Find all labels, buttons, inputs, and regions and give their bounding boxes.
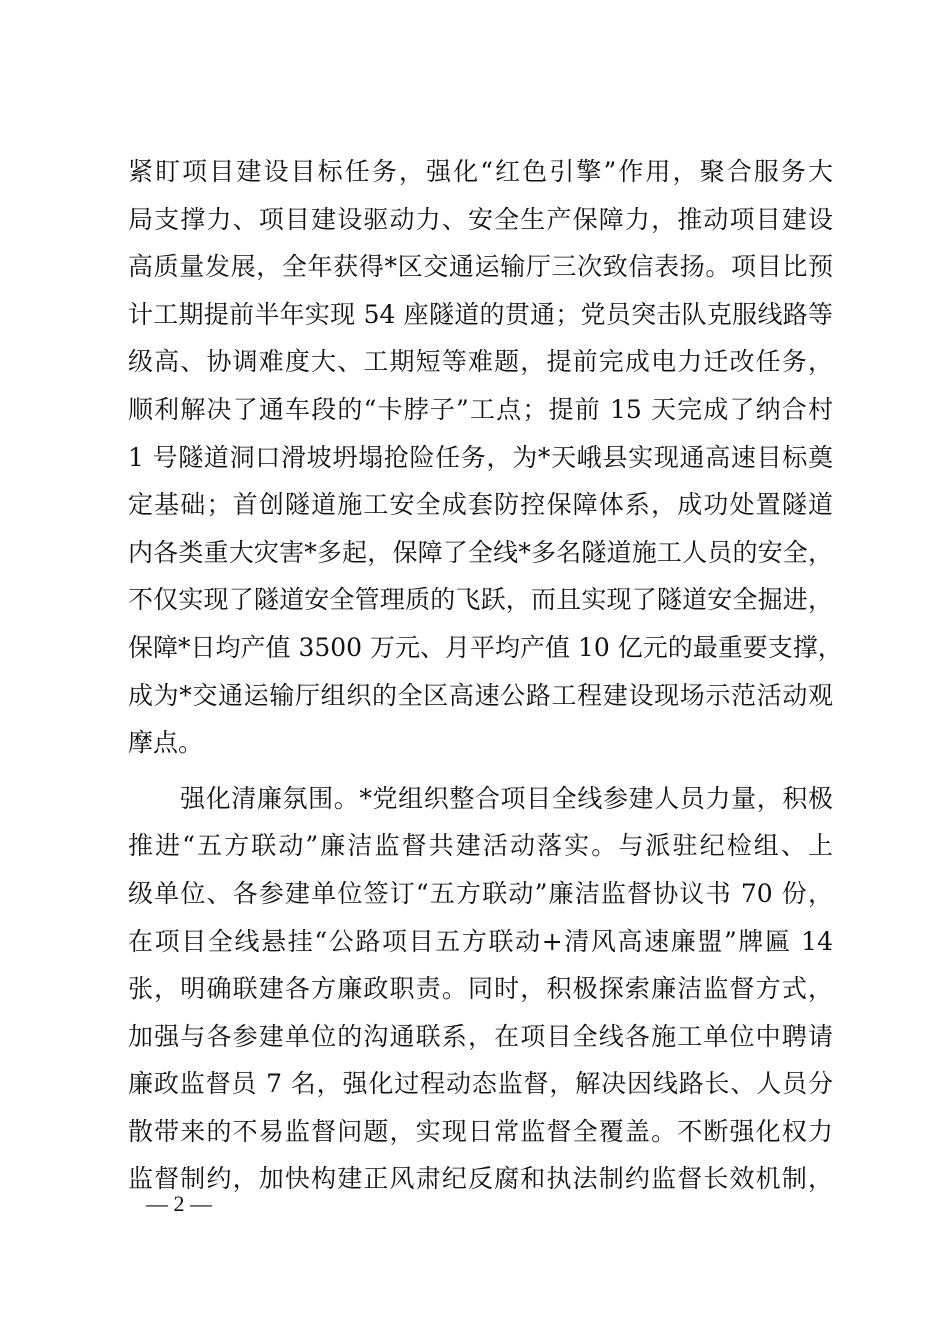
text-line: 不仅实现了隧道安全管理质的飞跃，而且实现了隧道安全掘进，: [128, 585, 833, 615]
text-line: 级单位、各参建单位签订“五方联动”廉洁监督协议书 70 份，: [128, 878, 833, 908]
text-line: 加强与各参建单位的沟通联系，在项目全线各施工单位中聘请: [128, 1021, 833, 1051]
text-line: 廉政监督员 7 名，强化过程动态监督，解决因线路长、人员分: [128, 1069, 833, 1099]
text-line: 监督制约，加快构建正风肃纪反腐和执法制约监督长效机制，: [128, 1164, 833, 1194]
text-line: 顺利解决了通车段的“卡脖子”工点；提前 15 天完成了纳合村: [128, 394, 833, 424]
text-line: 高质量发展，全年获得*区交通运输厅三次致信表扬。项目比预: [128, 252, 833, 282]
text-line: 内各类重大灾害*多起，保障了全线*多名隧道施工人员的安全，: [128, 537, 833, 567]
text-line: 张，明确联建各方廉政职责。同时，积极探索廉洁监督方式，: [128, 974, 833, 1004]
text-line: 推进“五方联动”廉洁监督共建活动落实。与派驻纪检组、上: [128, 831, 833, 861]
text-line: 定基础；首创隧道施工安全成套防控保障体系，成功处置隧道: [128, 490, 833, 520]
text-line: 计工期提前半年实现 54 座隧道的贯通；党员突击队克服线路等: [128, 299, 833, 329]
paragraph-clean-atmosphere: [128, 775, 833, 1203]
text-line: 级高、协调难度大、工期短等难题，提前完成电力迁改任务，: [128, 347, 833, 377]
text-line: 1 号隧道洞口滑坡坍塌抢险任务，为*天峨县实现通高速目标奠: [128, 442, 833, 472]
paragraph-spacer: [128, 767, 833, 775]
text-line: 散带来的不易监督问题，实现日常监督全覆盖。不断强化权力: [128, 1116, 833, 1146]
document-body: [128, 148, 843, 1203]
text-line: 强化清廉氛围。*党组织整合项目全线参建人员力量，积极: [180, 783, 833, 813]
text-line: 局支撑力、项目建设驱动力、安全生产保障力，推动项目建设: [128, 204, 833, 234]
text-line: 摩点。: [128, 728, 204, 758]
text-line: 成为*交通运输厅组织的全区高速公路工程建设现场示范活动观: [128, 680, 833, 710]
text-line: 保障*日均产值 3500 万元、月平均产值 10 亿元的最重要支撑，: [128, 632, 843, 662]
page-number: — 2 —: [146, 1191, 212, 1216]
paragraph-project-construction: [128, 148, 843, 767]
text-line: 在项目全线悬挂“公路项目五方联动+清风高速廉盟”牌匾 14: [128, 926, 833, 956]
text-line: 紧盯项目建设目标任务，强化“红色引擎”作用，聚合服务大: [128, 157, 833, 186]
